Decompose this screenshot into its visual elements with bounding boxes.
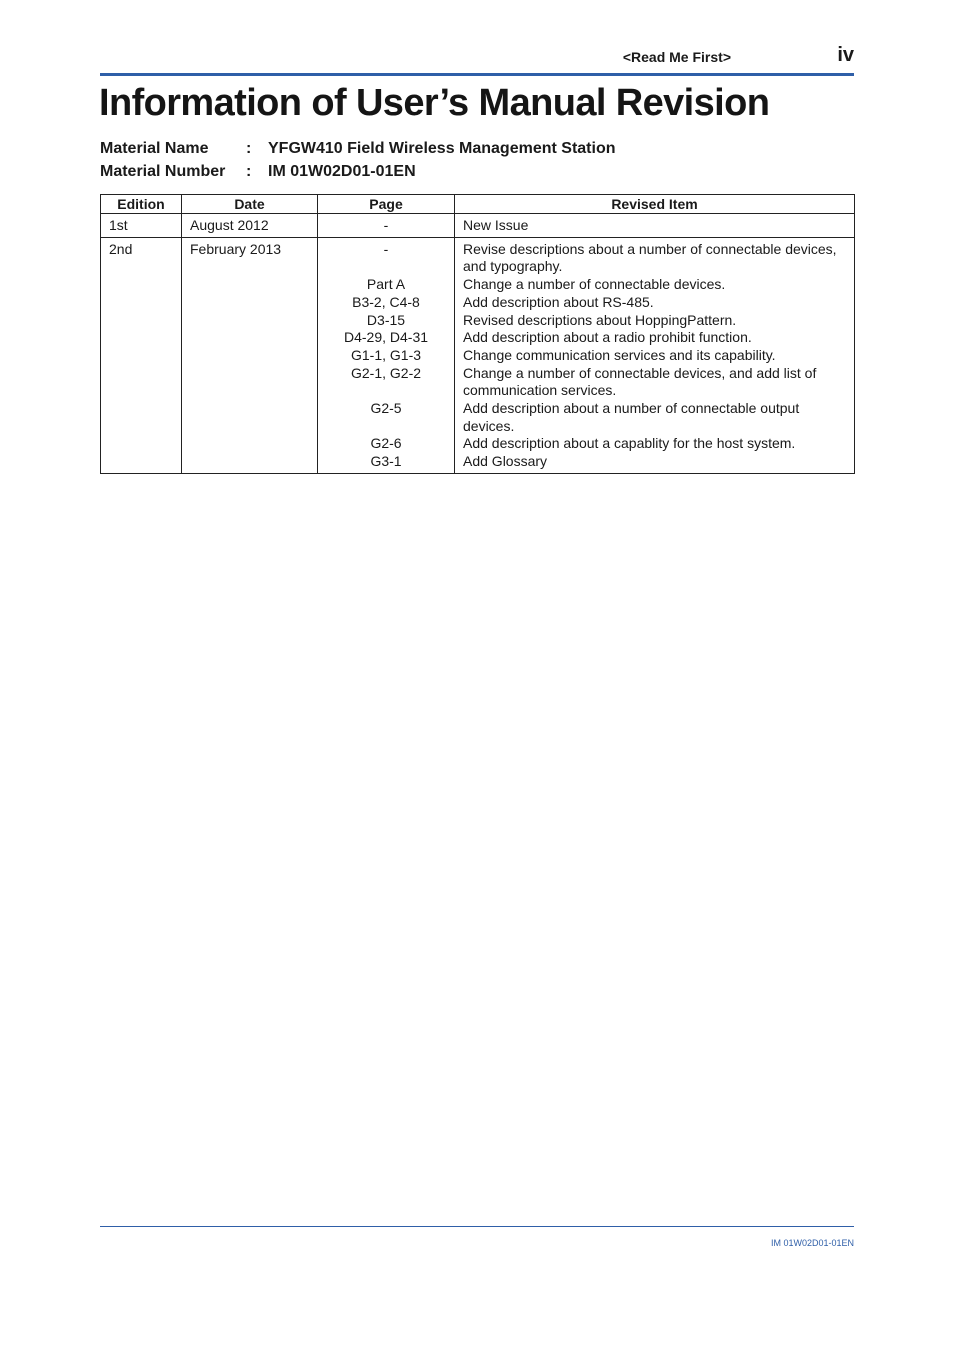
page-entry: -	[383, 217, 389, 233]
header-date: Date	[182, 195, 318, 214]
edition-cell: 1st	[101, 214, 182, 238]
page-entry: G1-1, G1-3	[350, 346, 422, 363]
revised-item-entry: Revised descriptions about HoppingPattern.	[463, 311, 737, 328]
revised-item-entry: Add description about a number of connectable output devices.	[463, 400, 800, 434]
page-number: iv	[837, 44, 854, 66]
date-cell: August 2012	[182, 214, 318, 238]
page-entry: -	[383, 240, 389, 257]
revised-item-entry: Change a number of connectable devices, and add list of communication services.	[463, 364, 817, 399]
page-cell	[318, 214, 455, 238]
page-entry: G2-6	[370, 435, 402, 452]
header-rule	[100, 73, 854, 76]
revision-table	[100, 194, 855, 474]
material-number-label: Material Number	[100, 163, 226, 180]
material-name-separator: :	[246, 140, 252, 157]
revised-item-entry: Change communication services and its capability.	[463, 346, 776, 363]
revised-item-entry: Revise descriptions about a number of connectable devices, and typography.	[463, 240, 837, 275]
header-revised-item: Revised Item	[455, 195, 855, 214]
revised-item-cell	[455, 237, 855, 473]
material-number-separator: :	[246, 163, 252, 180]
footer-doc-code: IM 01W02D01-01EN	[770, 1238, 854, 1248]
page-entry: G3-1	[370, 453, 402, 470]
material-number-row	[100, 163, 416, 181]
revised-item-entry: Change a number of connectable devices.	[463, 276, 726, 293]
edition-cell: 2nd	[101, 237, 182, 473]
table-header-row	[101, 195, 855, 214]
page-spacer	[326, 258, 446, 276]
material-name-value: YFGW410 Field Wireless Management Station	[268, 140, 616, 157]
revised-item-cell	[455, 214, 855, 238]
page-entry: D3-15	[366, 311, 406, 328]
page-spacer	[326, 382, 446, 400]
material-number-value: IM 01W02D01-01EN	[268, 163, 416, 180]
page-entry: G2-1, G2-2	[350, 364, 422, 381]
material-name-row	[100, 140, 616, 158]
revised-item-entry: Add Glossary	[463, 453, 548, 470]
material-name-label: Material Name	[100, 140, 209, 157]
page-entry: Part A	[366, 276, 406, 293]
revised-item-entry: New Issue	[463, 217, 529, 233]
page-entry: B3-2, C4-8	[352, 293, 420, 310]
revised-item-entry: Add description about RS-485.	[463, 293, 654, 310]
footer-rule	[100, 1226, 854, 1227]
table-row	[101, 214, 855, 238]
header-page: Page	[318, 195, 455, 214]
page-title: Information of User’s Manual Revision	[99, 82, 770, 124]
date-cell: February 2013	[182, 237, 318, 473]
revised-item-entry: Add description about a radio prohibit function.	[463, 329, 752, 346]
page-entry: D4-29, D4-31	[343, 329, 429, 346]
page-spacer	[326, 418, 446, 436]
header-edition: Edition	[101, 195, 182, 214]
page-cell	[318, 237, 455, 473]
page-entry: G2-5	[370, 400, 402, 417]
revised-item-entry: Add description about a capablity for the host system.	[463, 435, 796, 452]
running-head: <Read Me First>	[622, 49, 731, 65]
table-row	[101, 237, 855, 473]
